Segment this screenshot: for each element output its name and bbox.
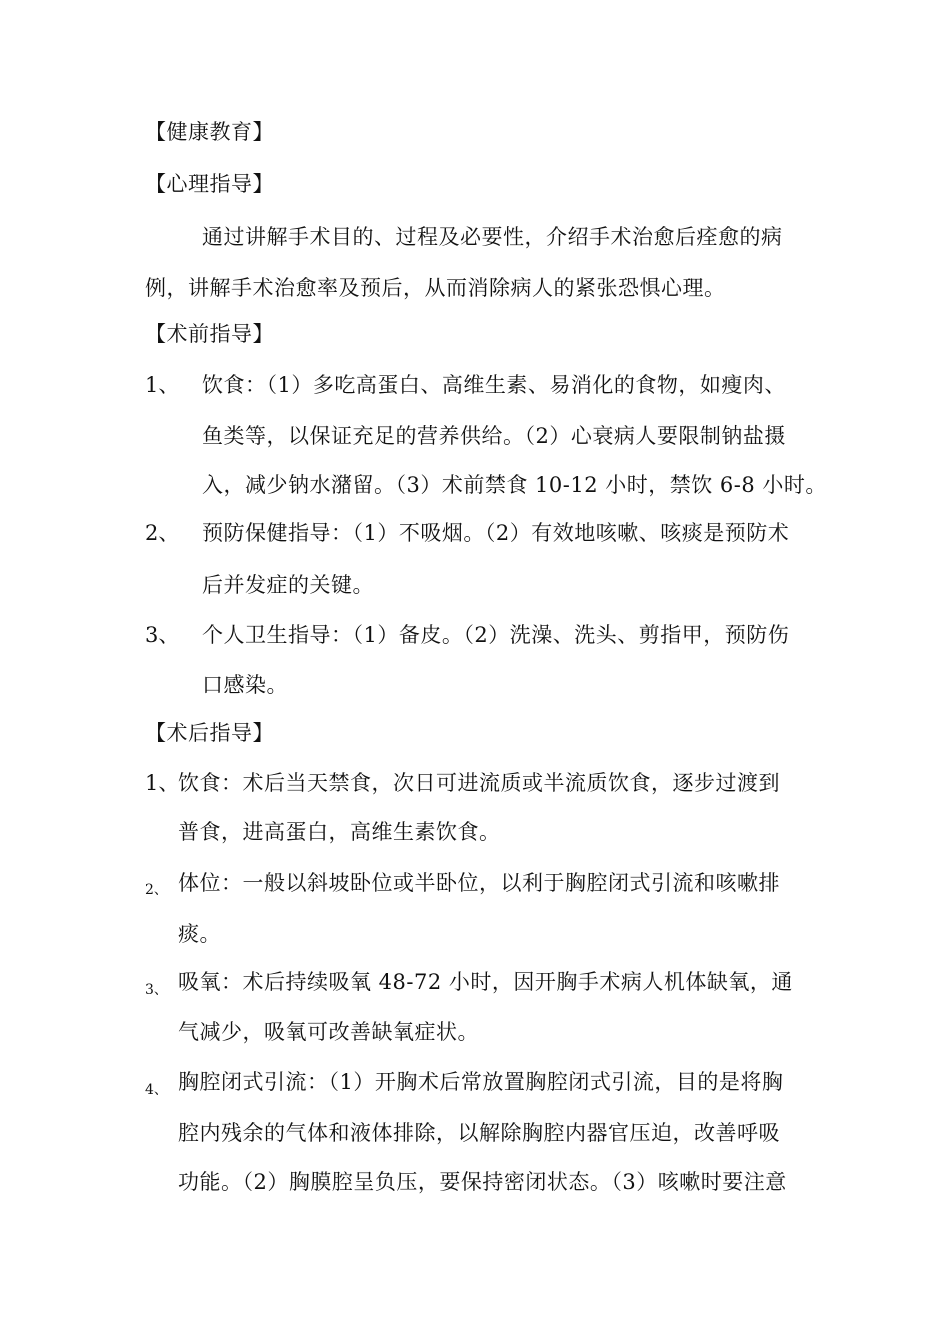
heading-preop-guidance: 【术前指导】 (145, 322, 274, 346)
list-number: 2、 (145, 882, 168, 898)
list-item-line: 腔内残余的气体和液体排除，以解除胸腔内器官压迫，改善呼吸 (178, 1121, 780, 1145)
heading-psych-guidance: 【心理指导】 (145, 172, 274, 196)
list-item-line: 饮食：（1）多吃高蛋白、高维生素、易消化的食物，如瘦肉、 (202, 373, 786, 397)
psych-paragraph-line-2: 例，讲解手术治愈率及预后，从而消除病人的紧张恐惧心理。 (145, 276, 726, 300)
list-number: 2、 (145, 521, 180, 545)
list-item-line: 个人卫生指导：（1）备皮。（2）洗澡、洗头、剪指甲，预防伤 (202, 623, 790, 647)
list-item-line: 口感染。 (202, 673, 288, 697)
list-item-line: 入，减少钠水潴留。（3）术前禁食 10-12 小时，禁饮 6-8 小时。 (202, 473, 827, 497)
list-item-line: 痰。 (178, 922, 221, 946)
list-item-line: 普食，进高蛋白，高维生素饮食。 (178, 820, 501, 844)
list-item-line: 饮食：术后当天禁食，次日可进流质或半流质饮食，逐步过渡到 (178, 771, 780, 795)
list-item-line: 气减少，吸氧可改善缺氧症状。 (178, 1020, 479, 1044)
list-item-line: 鱼类等，以保证充足的营养供给。（2）心衰病人要限制钠盐摄 (202, 424, 786, 448)
list-item-line: 后并发症的关键。 (202, 573, 374, 597)
list-number: 3、 (145, 623, 180, 647)
list-number: 1、 (145, 373, 180, 397)
list-number: 4、 (145, 1082, 168, 1098)
list-number: 1、 (145, 771, 180, 795)
psych-paragraph-line-1: 通过讲解手术目的、过程及必要性，介绍手术治愈后痊愈的病 (202, 225, 783, 249)
heading-postop-guidance: 【术后指导】 (145, 721, 274, 745)
list-item-line: 体位：一般以斜坡卧位或半卧位，以利于胸腔闭式引流和咳嗽排 (178, 871, 780, 895)
list-number: 3、 (145, 982, 168, 998)
heading-health-education: 【健康教育】 (145, 120, 274, 144)
list-item-line: 吸氧：术后持续吸氧 48-72 小时，因开胸手术病人机体缺氧，通 (178, 970, 793, 994)
list-item-line: 功能。（2）胸膜腔呈负压，要保持密闭状态。（3）咳嗽时要注意 (178, 1170, 787, 1194)
list-item-line: 预防保健指导：（1）不吸烟。（2）有效地咳嗽、咳痰是预防术 (202, 521, 790, 545)
list-item-line: 胸腔闭式引流：（1）开胸术后常放置胸腔闭式引流，目的是将胸 (178, 1070, 784, 1094)
